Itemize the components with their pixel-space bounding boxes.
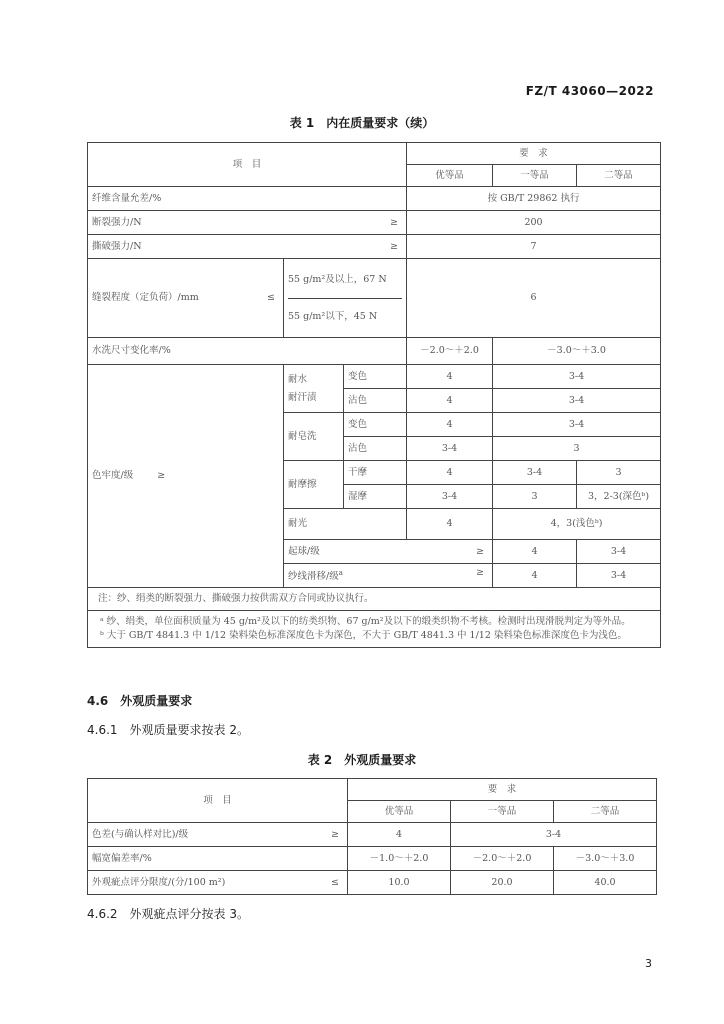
cell-value: 4 xyxy=(407,461,493,485)
cell-value: －3.0～＋3.0 xyxy=(554,847,657,871)
grade-second: 二等品 xyxy=(577,165,661,187)
compare-symbol: ≥ xyxy=(157,470,166,481)
compare-symbol: ≤ xyxy=(331,876,339,888)
rub-label: 耐摩擦 xyxy=(284,461,344,509)
cell-value: 3-4 xyxy=(577,540,661,564)
table-row xyxy=(88,338,661,365)
cell-value: 20.0 xyxy=(451,871,554,895)
row-label: 色牢度/级 xyxy=(92,470,134,481)
row-label: 撕破强力/N xyxy=(92,240,142,252)
cell-value: 7 xyxy=(407,235,661,259)
cell-value: －1.0～＋2.0 xyxy=(348,847,451,871)
cell-value: 4 xyxy=(407,365,493,389)
cell-value: 3-4 xyxy=(493,461,577,485)
cell-value: 4 xyxy=(407,413,493,437)
grade-first: 一等品 xyxy=(493,165,577,187)
table-row xyxy=(88,847,657,871)
cell-value: 4 xyxy=(407,509,493,540)
cell-value: 3 xyxy=(577,461,661,485)
table2-header-requirement: 要 求 xyxy=(348,779,657,801)
page-number: 3 xyxy=(645,957,652,970)
compare-symbol: ≥ xyxy=(476,567,485,579)
table-row xyxy=(88,365,661,389)
water-label: 耐水 xyxy=(288,373,308,385)
row-label: 纱线滑移/级 xyxy=(288,571,339,583)
cell-value: 40.0 xyxy=(554,871,657,895)
cell-value: 3-4 xyxy=(577,564,661,588)
compare-symbol: ≥ xyxy=(476,545,485,557)
cell-value: 3 xyxy=(493,437,661,461)
grade-superior: 优等品 xyxy=(407,165,493,187)
cell-value: 3-4 xyxy=(451,823,657,847)
cell-label: 干摩 xyxy=(344,461,407,485)
sweat-label: 耐汗渍 xyxy=(288,391,317,403)
table-row xyxy=(88,211,661,235)
footnote-b: ᵇ 大于 GB/T 4841.3 中 1/12 染料染色标准深度色卡为深色，不大于 GB/T 4841.3 中 1/12 染料染色标准深度色卡为浅色。 xyxy=(100,630,627,641)
cell-value: 3-4 xyxy=(407,485,493,509)
row-label: 纤维含量允差/% xyxy=(88,187,407,211)
cell-value: 10.0 xyxy=(348,871,451,895)
cell-label: 变色 xyxy=(344,365,407,389)
color-fastness-label-cell xyxy=(88,365,284,588)
table1-notes xyxy=(88,588,661,648)
cell-value: 6 xyxy=(407,259,661,338)
cell-value: 200 xyxy=(407,211,661,235)
cell-value: －2.0～＋2.0 xyxy=(407,338,493,365)
row-label: 外观疵点评分限度/(分/100 m²) xyxy=(92,876,226,888)
note-main: 注：纱、绢类的断裂强力、撕破强力按供需双方合同或协议执行。 xyxy=(98,593,374,604)
row-label: 水洗尺寸变化率/% xyxy=(88,338,407,365)
cell-value: 按 GB/T 29862 执行 xyxy=(407,187,661,211)
compare-symbol: ≥ xyxy=(390,240,399,252)
row-label: 缝裂程度（定负荷）/mm xyxy=(92,292,199,303)
cell-label: 湿摩 xyxy=(344,485,407,509)
cell-value: 3-4 xyxy=(493,389,661,413)
table2-appearance-quality xyxy=(87,778,657,895)
cell-value: 4，3(浅色ᵇ) xyxy=(493,509,661,540)
table-row xyxy=(88,259,661,338)
row-label: 断裂强力/N xyxy=(92,216,142,228)
soap-label: 耐皂洗 xyxy=(284,413,344,461)
table1-internal-quality xyxy=(87,142,661,648)
seam-condition-heavy: 55 g/m²及以上，67 N xyxy=(288,273,387,285)
cell-value: 3-4 xyxy=(493,365,661,389)
section-4-6-1: 4.6.1 外观质量要求按表 2。 xyxy=(87,723,249,737)
cell-value: 4 xyxy=(407,389,493,413)
cell-value: 3-4 xyxy=(407,437,493,461)
section-4-6-heading: 4.6 外观质量要求 xyxy=(87,694,193,708)
cell-label: 沾色 xyxy=(344,389,407,413)
table1-header-requirement: 要 求 xyxy=(407,143,661,165)
row-label: 色差(与确认样对比)/级 xyxy=(92,828,189,840)
cell-label: 沾色 xyxy=(344,437,407,461)
cell-value: －2.0～＋2.0 xyxy=(451,847,554,871)
table2-title: 表 2 外观质量要求 xyxy=(307,753,417,767)
standard-number: FZ/T 43060—2022 xyxy=(525,84,654,98)
row-label: 幅宽偏差率/% xyxy=(88,847,348,871)
grade-first: 一等品 xyxy=(451,801,554,823)
table-row xyxy=(88,187,661,211)
cell-value: 4 xyxy=(493,540,577,564)
cell-value: 4 xyxy=(493,564,577,588)
compare-symbol: ≥ xyxy=(331,828,339,840)
cell-value: －3.0～＋3.0 xyxy=(493,338,661,365)
table-row xyxy=(88,235,661,259)
cell-value: 3-4 xyxy=(493,413,661,437)
cell-value: 3 xyxy=(493,485,577,509)
table2-header-item: 项 目 xyxy=(88,779,348,823)
table1-title: 表 1 内在质量要求（续） xyxy=(289,116,435,130)
compare-symbol: ≤ xyxy=(267,292,275,303)
cell-label: 变色 xyxy=(344,413,407,437)
row-label: 起球/级 xyxy=(288,545,320,557)
table-row xyxy=(88,871,657,895)
cell-value: 3，2-3(深色ᵇ) xyxy=(577,485,661,509)
table-row: 纱线滑移/级$^a$ ≥ 4 3-4 xyxy=(88,564,661,588)
grade-second: 二等品 xyxy=(554,801,657,823)
footnote-a: ᵃ 纱、绢类，单位面积质量为 45 g/m²及以下的纺类织物、67 g/m²及以下的缎类织物不考核。检测时出现滑脱判定为等外品。 xyxy=(100,616,631,627)
section-4-6-2: 4.6.2 外观疵点评分按表 3。 xyxy=(87,907,249,921)
grade-superior: 优等品 xyxy=(348,801,451,823)
table1-header-item: 项 目 xyxy=(88,143,407,187)
cell-value: 4 xyxy=(348,823,451,847)
compare-symbol: ≥ xyxy=(390,216,399,228)
light-label: 耐光 xyxy=(284,509,407,540)
seam-condition-light: 55 g/m²以下，45 N xyxy=(288,310,378,322)
table-row xyxy=(88,823,657,847)
